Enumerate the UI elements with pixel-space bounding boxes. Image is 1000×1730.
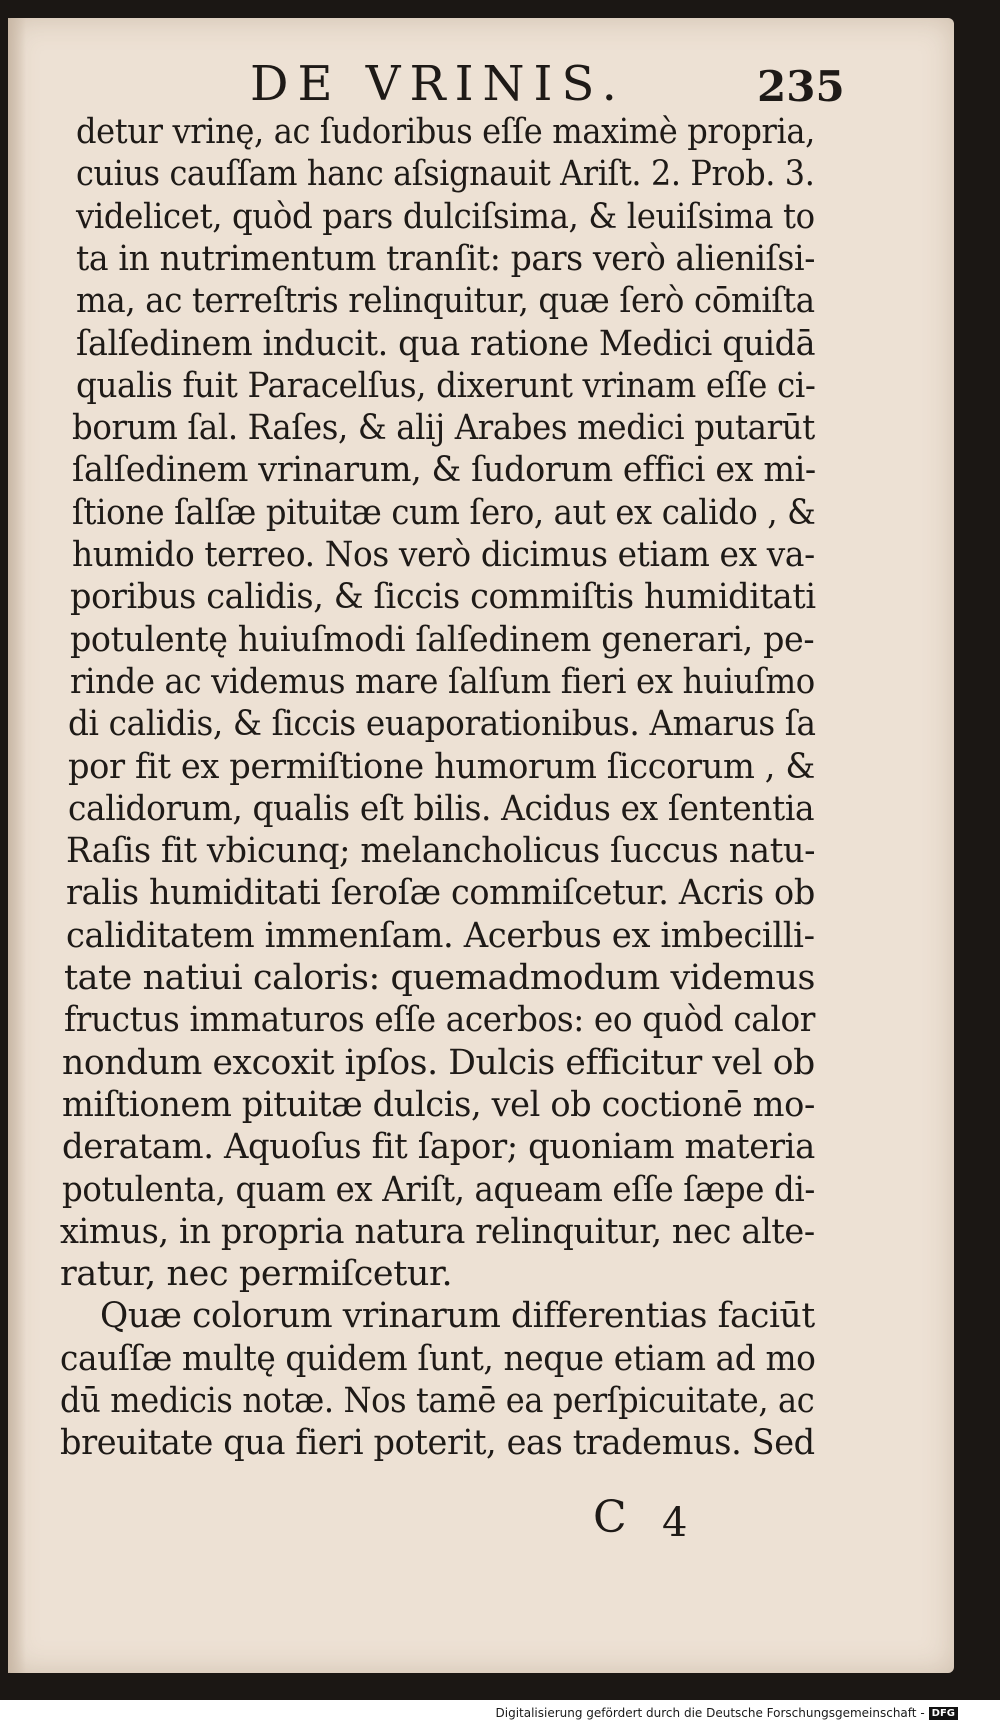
text-line: ma, ac terreſtris relinquitur, quæ ſerò cōmiſta [76,281,815,321]
text-line: ta in nutrimentum tranſit: pars verò alieniſsi- [76,239,816,279]
text-line: por fit ex permiſtione humorum ſiccorum , & [68,747,815,787]
text-line: potulentę huiuſmodi ſalſedinem generari, pe- [70,620,815,660]
text-line: fructus immaturos eſſe acerbos: eo quòd calor [64,1000,816,1040]
page-number: 235 [757,62,845,111]
signature-mark-number: 4 [662,1500,688,1546]
text-line: borum ſal. Raſes, & alij Arabes medici putarūt [72,408,815,448]
text-line: cauſſæ multę quidem ſunt, neque etiam ad mo [60,1339,816,1379]
text-line: ralis humiditati ſeroſæ commiſcetur. Acris ob [66,873,815,913]
text-line: di calidis, & ſiccis euaporationibus. Amarus ſa [68,704,816,744]
running-head: DE VRINIS. [250,56,626,112]
text-line: videlicet, quòd pars dulciſsima, & leuiſsima to [76,197,815,237]
text-line: qualis fuit Paracelſus, dixerunt vrinam eſſe ci- [76,366,816,406]
text-line: potulenta, quam ex Ariſt, aqueam eſſe ſæpe di- [62,1170,816,1210]
text-line: ſalſedinem vrinarum, & ſudorum effici ex mi- [72,450,816,490]
text-line: cuius cauſſam hanc aſsignauit Ariſt. 2. Prob. 3. [76,154,815,194]
text-line: rinde ac videmus mare ſalſum fieri ex huiuſmo [70,662,815,702]
text-line: poribus calidis, & ſiccis commiſtis humiditati [70,577,816,617]
text-line: ſalſedinem inducit. qua ratione Medici quidā [76,324,816,364]
text-line: dū medicis notæ. Nos tamē ea perſpicuitate, ac [60,1381,815,1421]
text-line: humido terreo. Nos verò dicimus etiam ex va- [72,535,815,575]
page-gutter-shadow [8,18,26,1673]
signature-mark-letter: C [593,1492,627,1543]
text-line: ratur, nec permiſcetur. [60,1254,453,1294]
text-line: deratam. Aquoſus fit ſapor; quoniam materia [62,1127,815,1167]
text-line: nondum excoxit ipſos. Dulcis efficitur vel ob [62,1043,815,1083]
text-line: detur vrinę, ac ſudoribus eſſe maximè propria, [76,112,816,152]
footer-credit: Digitalisierung gefördert durch die Deutsche Forschungsgemeinschaft - [495,1706,925,1720]
text-line: caliditatem immenſam. Acerbus ex imbecilli- [66,916,815,956]
text-line: calidorum, qualis eſt bilis. Acidus ex ſententia [68,789,815,829]
text-line: tate natiui caloris: quemadmodum videmus [64,958,816,998]
text-line: miſtionem pituitæ dulcis, vel ob coctionē mo- [62,1085,815,1125]
dfg-logo-icon: DFG [929,1707,958,1720]
text-line: Raſis fit vbicunq; melancholicus ſuccus natu- [66,831,816,871]
text-line: ſtione ſalſæ pituitæ cum ſero, aut ex calido , & [72,493,816,533]
text-line: breuitate qua fieri poterit, eas trademus. Sed [60,1423,815,1463]
text-line: ximus, in propria natura relinquitur, nec alte- [60,1212,815,1252]
text-line: Quæ colorum vrinarum differentias faciūt [100,1296,815,1336]
digitization-footer [496,1706,959,1720]
